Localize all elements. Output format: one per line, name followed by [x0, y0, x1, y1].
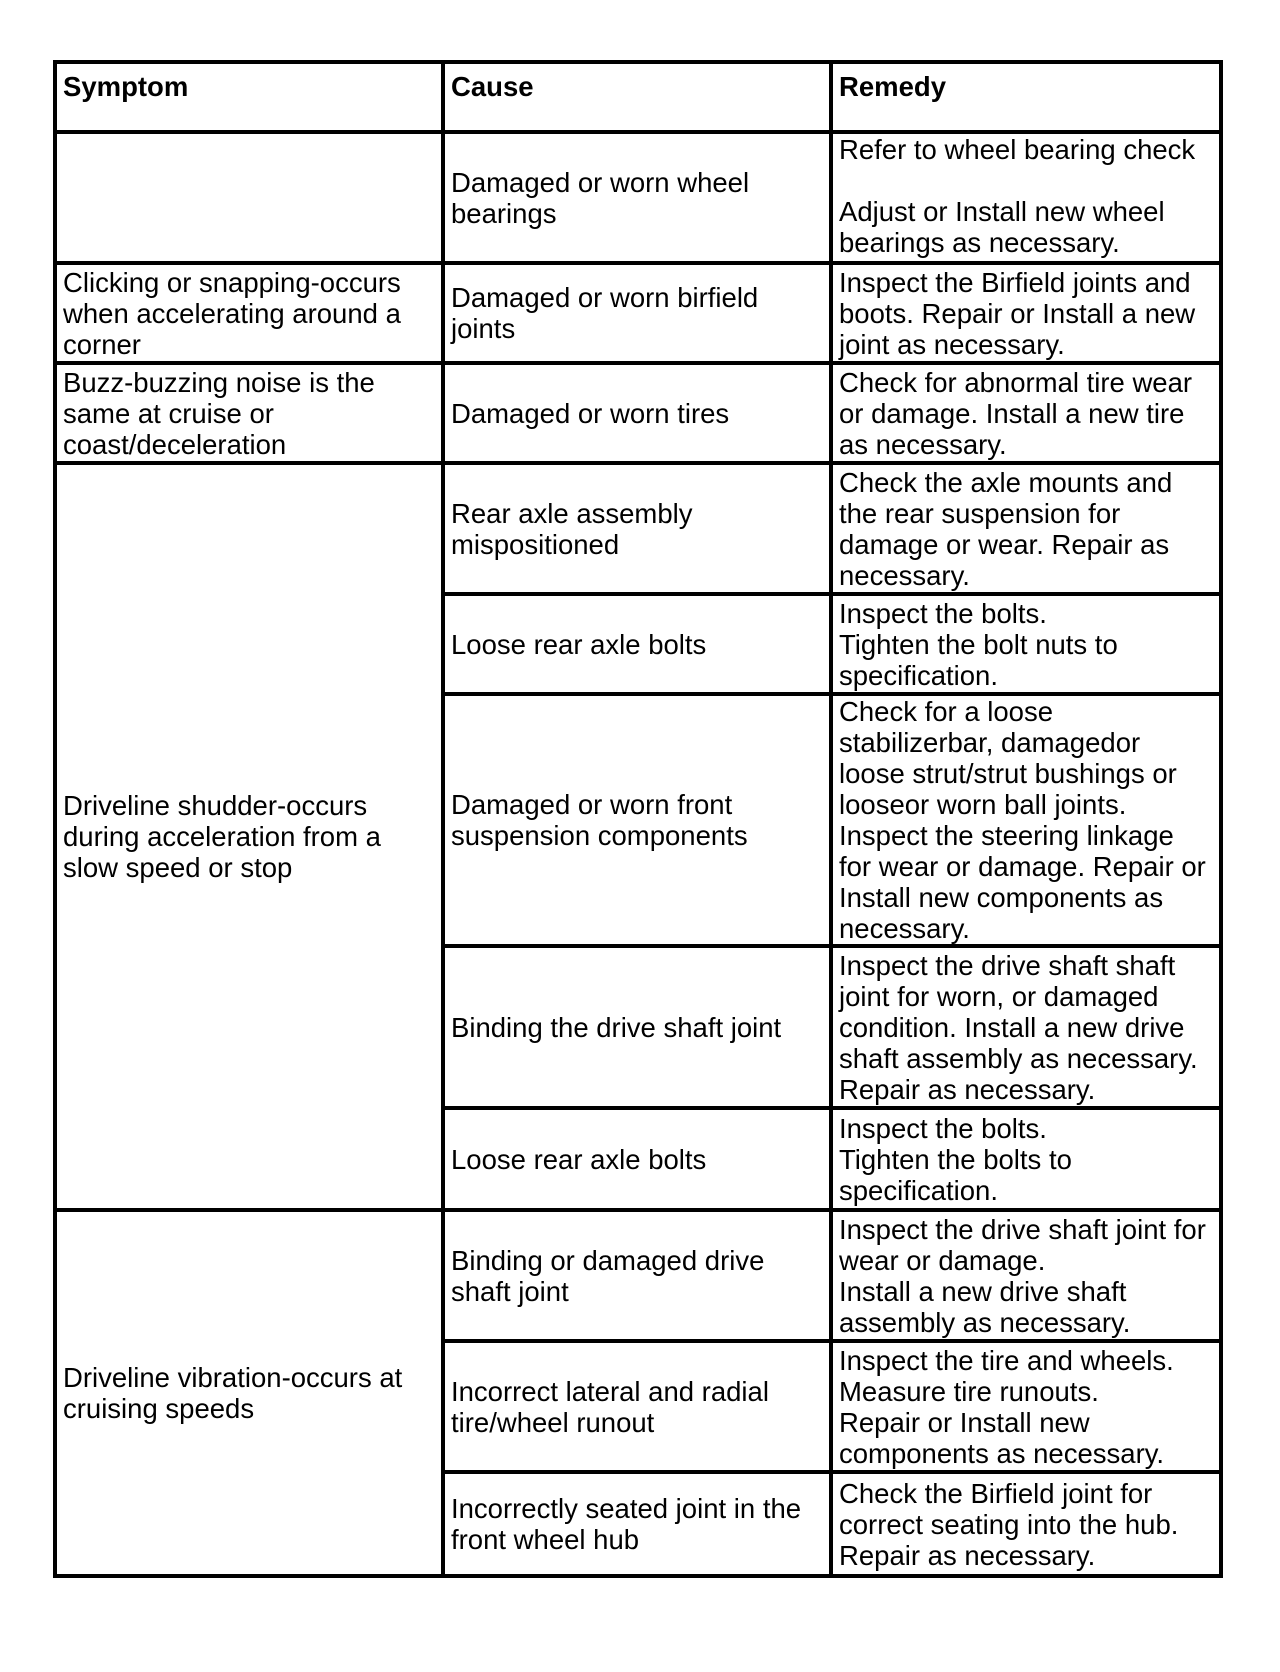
remedy-cell — [831, 132, 1221, 263]
remedy-cell — [831, 1341, 1221, 1472]
remedy-line: Tighten the bolts to specification. — [839, 1143, 1072, 1206]
remedy-cell — [831, 946, 1221, 1108]
cause-header: Cause — [443, 62, 831, 132]
remedy-cell — [831, 1472, 1221, 1576]
cause-cell: Damaged or worn tires — [443, 363, 831, 463]
remedy-cell — [831, 463, 1221, 594]
remedy-line: Check for a loose stabilizerbar, damagedor loose strut/strut bushings or looseor worn ball joints. Inspect the steering linkage for wear or damage. Repair or Install new components as necessary. — [839, 696, 1206, 944]
remedy-line: Inspect the Birfield joints and boots. Repair or Install a new joint as necessary. — [839, 266, 1196, 360]
remedy-line: Repair or Install new components as necessary. — [839, 1406, 1165, 1469]
remedy-line: Measure tire runouts. — [839, 1375, 1099, 1407]
remedy-line: Inspect the drive shaft shaft joint for worn, or damaged condition. Install a new drive shaft assembly as necessary. Repair as necessary. — [839, 949, 1198, 1105]
header-row — [55, 62, 1221, 132]
remedy-line: Inspect the tire and wheels. — [839, 1344, 1174, 1376]
remedy-cell — [831, 263, 1221, 363]
diagnosis-table — [53, 60, 1223, 1578]
remedy-line: Tighten the bolt nuts to specification. — [839, 628, 1118, 691]
cause-cell: Rear axle assembly mispositioned — [443, 463, 831, 594]
cause-cell: Damaged or worn front suspension components — [443, 694, 831, 946]
symptom-cell — [55, 132, 443, 263]
remedy-line: Check for abnormal tire wear or damage. Install a new tire as necessary. — [839, 366, 1193, 460]
table-row — [55, 1210, 1221, 1341]
remedy-header: Remedy — [831, 62, 1221, 132]
table-row — [55, 463, 1221, 594]
remedy-line: Refer to wheel bearing check — [839, 134, 1196, 165]
symptom-cell: Driveline vibration-occurs at cruising speeds — [55, 1210, 443, 1576]
remedy-cell — [831, 1108, 1221, 1210]
remedy-cell — [831, 694, 1221, 946]
cause-cell: Incorrectly seated joint in the front wheel hub — [443, 1472, 831, 1576]
table-row — [55, 132, 1221, 263]
remedy-line: Inspect the bolts. — [839, 597, 1047, 629]
symptom-cell: Clicking or snapping-occurs when accelerating around a corner — [55, 263, 443, 363]
table-row — [55, 363, 1221, 463]
remedy-line: Check the Birfield joint for correct seating into the hub. Repair as necessary. — [839, 1477, 1179, 1571]
remedy-line: Check the axle mounts and the rear suspension for damage or wear. Repair as necessary. — [839, 466, 1173, 591]
remedy-line: Inspect the bolts. — [839, 1112, 1047, 1144]
symptom-cell: Driveline shudder-occurs during acceleration from a slow speed or stop — [55, 463, 443, 1210]
remedy-line: Install a new drive shaft assembly as necessary. — [839, 1275, 1131, 1338]
cause-cell: Incorrect lateral and radial tire/wheel runout — [443, 1341, 831, 1472]
symptom-header: Symptom — [55, 62, 443, 132]
cause-cell: Binding or damaged drive shaft joint — [443, 1210, 831, 1341]
cause-cell: Damaged or worn birfield joints — [443, 263, 831, 363]
cause-cell: Loose rear axle bolts — [443, 1108, 831, 1210]
remedy-cell — [831, 363, 1221, 463]
remedy-line: Adjust or Install new wheel bearings as necessary. — [839, 196, 1165, 258]
cause-cell: Binding the drive shaft joint — [443, 946, 831, 1108]
remedy-spacer — [839, 165, 1213, 196]
table-row — [55, 263, 1221, 363]
cause-cell: Loose rear axle bolts — [443, 594, 831, 694]
remedy-line: Inspect the drive shaft joint for wear or damage. — [839, 1213, 1206, 1276]
remedy-cell — [831, 594, 1221, 694]
remedy-cell — [831, 1210, 1221, 1341]
cause-cell: Damaged or worn wheel bearings — [443, 132, 831, 263]
symptom-cell: Buzz-buzzing noise is the same at cruise or coast/deceleration — [55, 363, 443, 463]
